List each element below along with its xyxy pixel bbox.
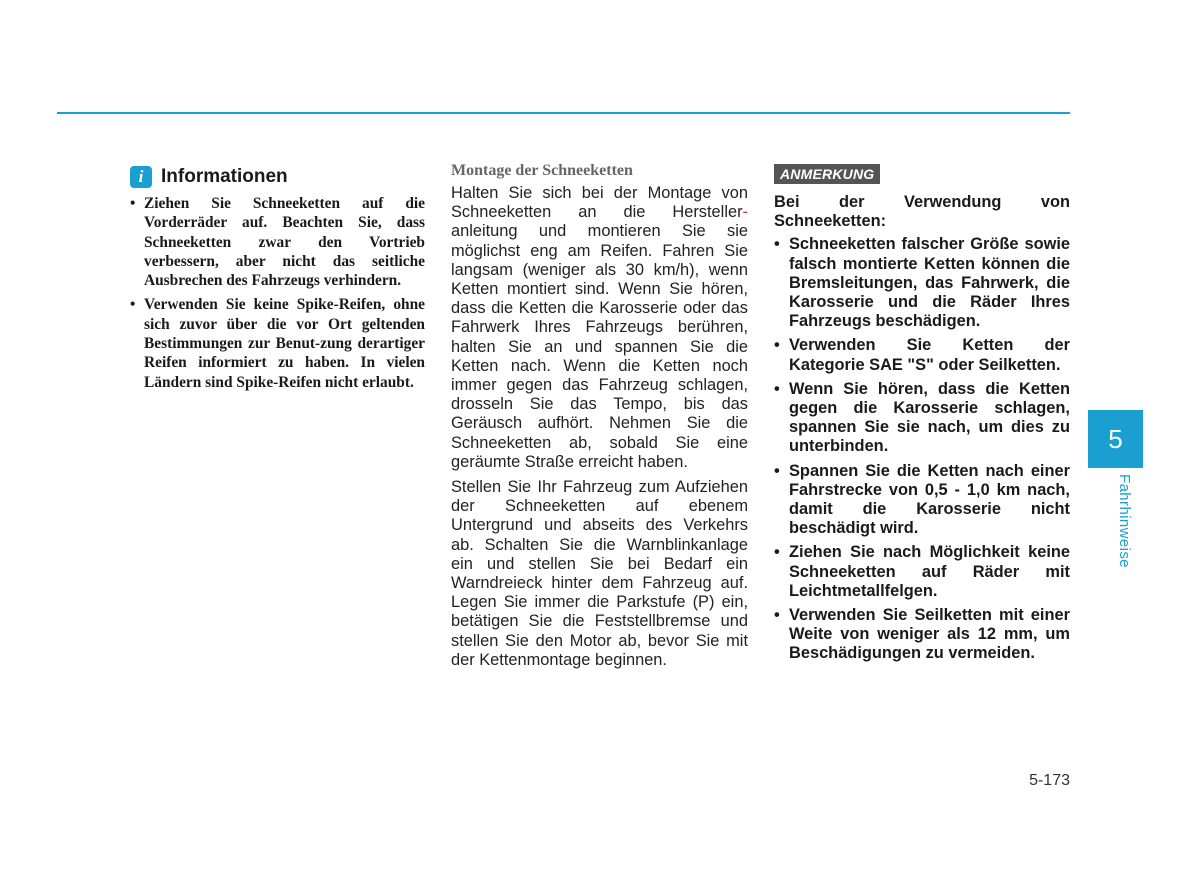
note-item: • Schneeketten falscher Größe sowie falsch montierte Ketten können die Bremsleitungen, das Fahrwerk, die Karosserie und die Räder Ihres Fahrzeugs beschädigen. (774, 235, 1070, 331)
info-item: • Ziehen Sie Schneeketten auf die Vorderräder auf. Beachten Sie, dass Schneeketten zwar den Vortrieb verbessern, aber nicht das seitliche Ausbrechen des Fahrzeugs verhindern. (130, 194, 425, 290)
chapter-label: Fahrhinweise (1116, 474, 1133, 569)
paragraph-2: Stellen Sie Ihr Fahrzeug zum Aufziehen der Schneeketten auf ebenem Untergrund und abseits des Verkehrs ab. Schalten Sie die Warnblinkanlage ein und stellen Sie bei Bedarf ein Warndreieck hinter dem Fahrzeug auf. Legen Sie immer die Parkstufe (P) ein, betätigen Sie die Feststellbremse und stellen Sie den Motor ab, bevor Sie mit der Kettenmontage beginnen. (451, 478, 748, 669)
info-list (130, 194, 425, 392)
header-rule (57, 112, 1070, 114)
note-item: • Wenn Sie hören, dass die Ketten gegen die Karosserie schlagen, spannen Sie sie nach, um dies zu unterbinden. (774, 380, 1070, 457)
montage-section (451, 162, 748, 676)
note-item: • Verwenden Sie Seilketten mit einer Weite von weniger als 12 mm, um Beschädigungen zu vermeiden. (774, 606, 1070, 664)
paragraph-1-part-b: anleitung und montieren Sie sie möglichst eng am Reifen. Fahren Sie langsam (weniger als 30 km/h), wenn Ketten montiert sind. Wenn Sie hören, dass die Ketten die Karosserie oder das Fahrwerk Ihres Fahrzeugs berühren, halten Sie an und spannen Sie die Ketten nach. Wenn die Ketten noch immer gegen das Fahrzeug schlagen, drosseln Sie das Tempo, bis das Geräusch aufhört. Nehmen Sie die Schneeketten ab, sobald Sie eine geräumte Straße erreicht haben. (451, 222, 748, 471)
section-title: Montage der Schneeketten (451, 162, 633, 179)
chapter-tab: 5 (1088, 410, 1143, 468)
info-title: Informationen (161, 166, 288, 187)
paragraph-1 (451, 184, 748, 472)
note-badge: ANMERKUNG (774, 164, 880, 184)
hyphen-mark: - (742, 203, 748, 222)
page-number: 5-173 (1029, 772, 1070, 789)
note-intro: Bei der Verwendung von Schneeketten: (774, 193, 1070, 231)
note-list (774, 235, 1070, 663)
note-item: • Verwenden Sie Ketten der Kategorie SAE "S" oder Seilketten. (774, 336, 1070, 374)
info-header (130, 166, 425, 188)
paragraph-1-part-a: Halten Sie sich bei der Montage von Schneeketten an die Hersteller (451, 184, 748, 222)
info-item: • Verwenden Sie keine Spike-Reifen, ohne sich zuvor über die vor Ort geltenden Bestimmungen zur Benut-zung derartiger Reifen informiert zu haben. In vielen Ländern sind Spike-Reifen nicht erlaubt. (130, 295, 425, 391)
note-item: • Spannen Sie die Ketten nach einer Fahrstrecke von 0,5 - 1,0 km nach, damit die Karosserie nicht beschädigt wird. (774, 462, 1070, 539)
info-icon: i (130, 166, 152, 188)
note-section (774, 164, 1070, 669)
note-item: • Ziehen Sie nach Möglichkeit keine Schneeketten auf Räder mit Leichtmetallfelgen. (774, 543, 1070, 601)
info-box (130, 166, 425, 397)
